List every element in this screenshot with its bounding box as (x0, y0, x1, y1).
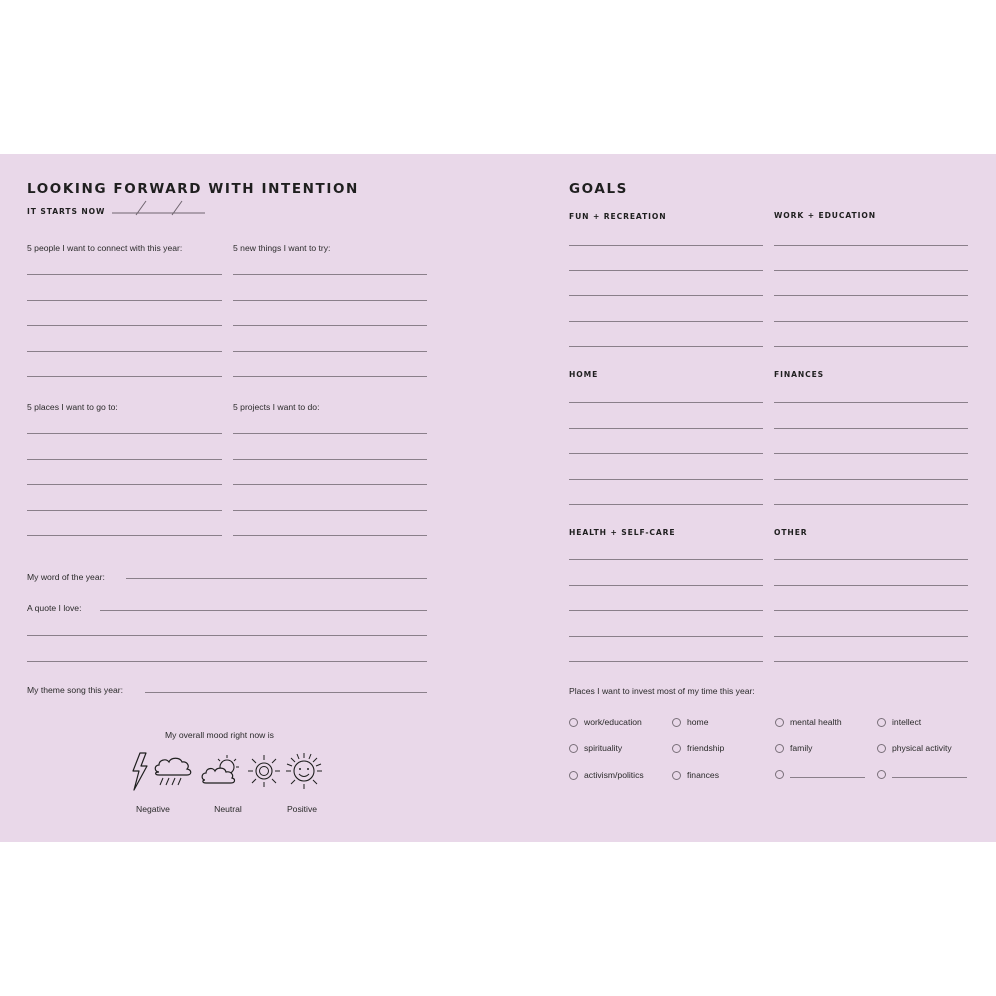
word-prompt: My word of the year: (27, 572, 105, 582)
fun-line[interactable] (569, 295, 763, 296)
quote-line[interactable] (27, 635, 427, 636)
finances-heading: FINANCES (774, 370, 825, 379)
people-line[interactable] (27, 376, 222, 377)
sun-behind-cloud-icon[interactable] (201, 754, 243, 786)
option-work-education[interactable] (569, 717, 642, 727)
option-home[interactable] (672, 717, 709, 727)
mood-neutral-label: Neutral (214, 804, 242, 814)
quote-line[interactable] (100, 610, 427, 611)
option-label: activism/politics (584, 770, 644, 780)
finances-line[interactable] (774, 453, 968, 454)
goals-title: GOALS (569, 181, 628, 197)
radio-circle[interactable] (672, 771, 681, 780)
word-line[interactable] (126, 578, 427, 579)
quote-prompt: A quote I love: (27, 603, 82, 613)
finances-line[interactable] (774, 504, 968, 505)
option-label: friendship (687, 743, 725, 753)
sun-icon[interactable] (247, 754, 281, 788)
home-line[interactable] (569, 428, 763, 429)
radio-circle[interactable] (877, 718, 886, 727)
home-line[interactable] (569, 479, 763, 480)
option-finances[interactable] (672, 770, 719, 780)
other-line[interactable] (774, 559, 968, 560)
option-activism-politics[interactable] (569, 770, 644, 780)
quote-line[interactable] (27, 661, 427, 662)
people-line[interactable] (27, 274, 222, 275)
fun-line[interactable] (569, 270, 763, 271)
places-line[interactable] (27, 459, 222, 460)
places-prompt: 5 places I want to go to: (27, 402, 118, 412)
journal-spread (0, 154, 996, 842)
people-prompt: 5 people I want to connect with this year: (27, 243, 183, 253)
option-label: spirituality (584, 743, 623, 753)
option-friendship[interactable] (672, 743, 724, 753)
option-custom-2[interactable] (877, 770, 967, 779)
health-line[interactable] (569, 636, 763, 637)
home-line[interactable] (569, 453, 763, 454)
other-line[interactable] (774, 636, 968, 637)
new-things-line[interactable] (233, 376, 427, 377)
radio-circle[interactable] (569, 744, 578, 753)
work-line[interactable] (774, 245, 968, 246)
option-label: mental health (790, 717, 842, 727)
places-line[interactable] (27, 535, 222, 536)
work-line[interactable] (774, 321, 968, 322)
fun-line[interactable] (569, 321, 763, 322)
health-heading: HEALTH + SELF-CARE (569, 528, 676, 537)
mood-positive-label: Positive (286, 804, 318, 814)
health-line[interactable] (569, 661, 763, 662)
song-prompt: My theme song this year: (27, 685, 124, 695)
new-things-line[interactable] (233, 274, 427, 275)
places-line[interactable] (27, 510, 222, 511)
option-family[interactable] (775, 743, 812, 753)
finances-line[interactable] (774, 402, 968, 403)
rain-cloud-icon[interactable] (153, 756, 195, 788)
fun-recreation-heading: FUN + RECREATION (569, 212, 667, 221)
other-line[interactable] (774, 585, 968, 586)
option-custom-1[interactable] (775, 770, 865, 779)
option-label: physical activity (892, 743, 952, 753)
radio-circle[interactable] (569, 718, 578, 727)
radio-circle[interactable] (775, 770, 784, 779)
option-label: finances (687, 770, 720, 780)
places-line[interactable] (27, 433, 222, 434)
projects-line[interactable] (233, 459, 427, 460)
projects-line[interactable] (233, 433, 427, 434)
radio-circle[interactable] (672, 744, 681, 753)
health-line[interactable] (569, 610, 763, 611)
projects-line[interactable] (233, 510, 427, 511)
home-line[interactable] (569, 504, 763, 505)
new-things-prompt: 5 new things I want to try: (233, 243, 331, 253)
radio-circle[interactable] (775, 744, 784, 753)
home-heading: HOME (569, 370, 599, 379)
radio-circle[interactable] (877, 770, 886, 779)
option-label: work/education (584, 717, 642, 727)
people-line[interactable] (27, 325, 222, 326)
option-label: family (790, 743, 813, 753)
fun-line[interactable] (569, 245, 763, 246)
radio-circle[interactable] (569, 771, 578, 780)
song-line[interactable] (145, 692, 427, 693)
finances-line[interactable] (774, 479, 968, 480)
projects-prompt: 5 projects I want to do: (233, 402, 320, 412)
work-education-heading: WORK + EDUCATION (774, 211, 876, 220)
people-line[interactable] (27, 300, 222, 301)
projects-line[interactable] (233, 535, 427, 536)
people-line[interactable] (27, 351, 222, 352)
new-things-line[interactable] (233, 351, 427, 352)
option-label: intellect (892, 717, 922, 727)
option-physical-activity[interactable] (877, 743, 952, 753)
home-line[interactable] (569, 402, 763, 403)
other-line[interactable] (774, 661, 968, 662)
option-label: home (687, 717, 709, 727)
date-label: IT STARTS NOW (27, 207, 106, 216)
other-heading: OTHER (774, 528, 808, 537)
option-intellect[interactable] (877, 717, 921, 727)
smiling-sun-icon[interactable] (285, 752, 323, 790)
work-line[interactable] (774, 346, 968, 347)
finances-line[interactable] (774, 428, 968, 429)
option-spirituality[interactable] (569, 743, 622, 753)
mood-negative-label: Negative (136, 804, 170, 814)
option-blank-line[interactable] (892, 777, 967, 778)
work-line[interactable] (774, 270, 968, 271)
other-line[interactable] (774, 610, 968, 611)
fun-line[interactable] (569, 346, 763, 347)
new-things-line[interactable] (233, 325, 427, 326)
option-mental-health[interactable] (775, 717, 842, 727)
work-line[interactable] (774, 295, 968, 296)
projects-line[interactable] (233, 484, 427, 485)
health-line[interactable] (569, 585, 763, 586)
date-blank[interactable] (112, 200, 207, 216)
lightning-icon[interactable] (130, 752, 150, 792)
option-blank-line[interactable] (790, 777, 865, 778)
radio-circle[interactable] (877, 744, 886, 753)
invest-prompt: Places I want to invest most of my time this year: (569, 686, 755, 696)
places-line[interactable] (27, 484, 222, 485)
radio-circle[interactable] (775, 718, 784, 727)
new-things-line[interactable] (233, 300, 427, 301)
health-line[interactable] (569, 559, 763, 560)
radio-circle[interactable] (672, 718, 681, 727)
page-title: LOOKING FORWARD WITH INTENTION (27, 181, 359, 197)
mood-prompt: My overall mood right now is (165, 730, 274, 740)
